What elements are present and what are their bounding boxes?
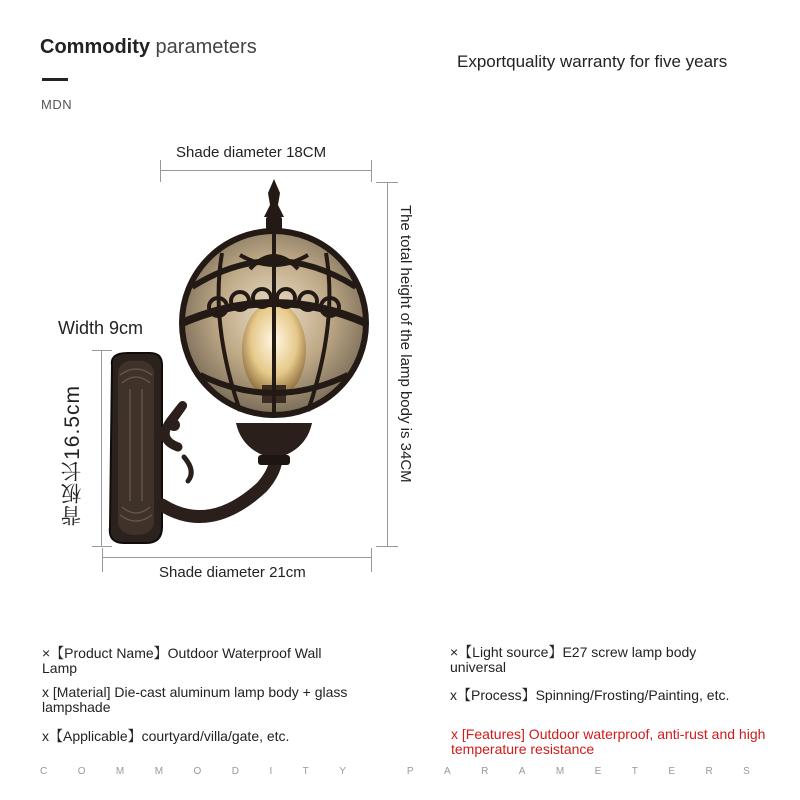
footer-letter: E (668, 766, 676, 777)
footer-letter: I (269, 766, 273, 777)
wall-lamp-image (90, 175, 380, 555)
footer-letter: A (443, 766, 451, 777)
footer-letter: T (631, 766, 638, 777)
spec-light-source: ×【Light source】E27 screw lamp body universal (450, 644, 697, 675)
warranty-text: Exportquality warranty for five years (457, 52, 728, 71)
footer-letter: T (302, 766, 309, 777)
footer-letter: R (705, 766, 713, 777)
footer-commodity-parameters (40, 766, 750, 777)
lamp-base (236, 423, 312, 465)
footer-letter: S (743, 766, 750, 777)
width-label: Width 9cm (58, 318, 144, 338)
footer-letter: Y (339, 766, 346, 777)
spec-material: x [Material] Die-cast aluminum lamp body + glass lampshade (42, 684, 348, 715)
back-plate (110, 353, 162, 543)
finial (264, 179, 284, 231)
spec-process: x【Process】Spinning/Frosting/Painting, etc. (450, 687, 730, 703)
spec-product-name: ×【Product Name】Outdoor Waterproof Wall Lamp (42, 645, 322, 676)
title-underline (42, 78, 68, 81)
total-height-label: The total height of the lamp body is 34CM (397, 205, 414, 483)
title-bold: Commodity (40, 36, 150, 58)
page-title (40, 36, 257, 59)
footer-letter: O (193, 766, 202, 777)
footer-letter: M (154, 766, 164, 777)
footer-letter: O (77, 766, 86, 777)
brand-subtitle: MDN (41, 97, 73, 112)
shade-diameter-bottom-label: Shade diameter 21cm (159, 564, 306, 581)
shade-diameter-top-label: Shade diameter 18CM (176, 144, 327, 161)
footer-letter: A (518, 766, 526, 777)
footer-letter: M (115, 766, 125, 777)
footer-letter: P (406, 766, 414, 777)
spec-applicable: x【Applicable】courtyard/villa/gate, etc. (42, 728, 290, 744)
title-light: parameters (150, 36, 257, 58)
top-dimension-line (160, 170, 372, 171)
height-dimension-line (387, 182, 388, 546)
footer-letter: E (594, 766, 602, 777)
footer-letter: D (231, 766, 239, 777)
back-plate-length-label: 背板长16.5cm (61, 385, 84, 526)
footer-letter: M (555, 766, 565, 777)
bottom-dimension-line (102, 557, 372, 558)
footer-letter: C (40, 766, 48, 777)
footer-letter: R (481, 766, 489, 777)
spec-features: x [Features] Outdoor waterproof, anti-rust and high temperature resistance (451, 726, 766, 757)
